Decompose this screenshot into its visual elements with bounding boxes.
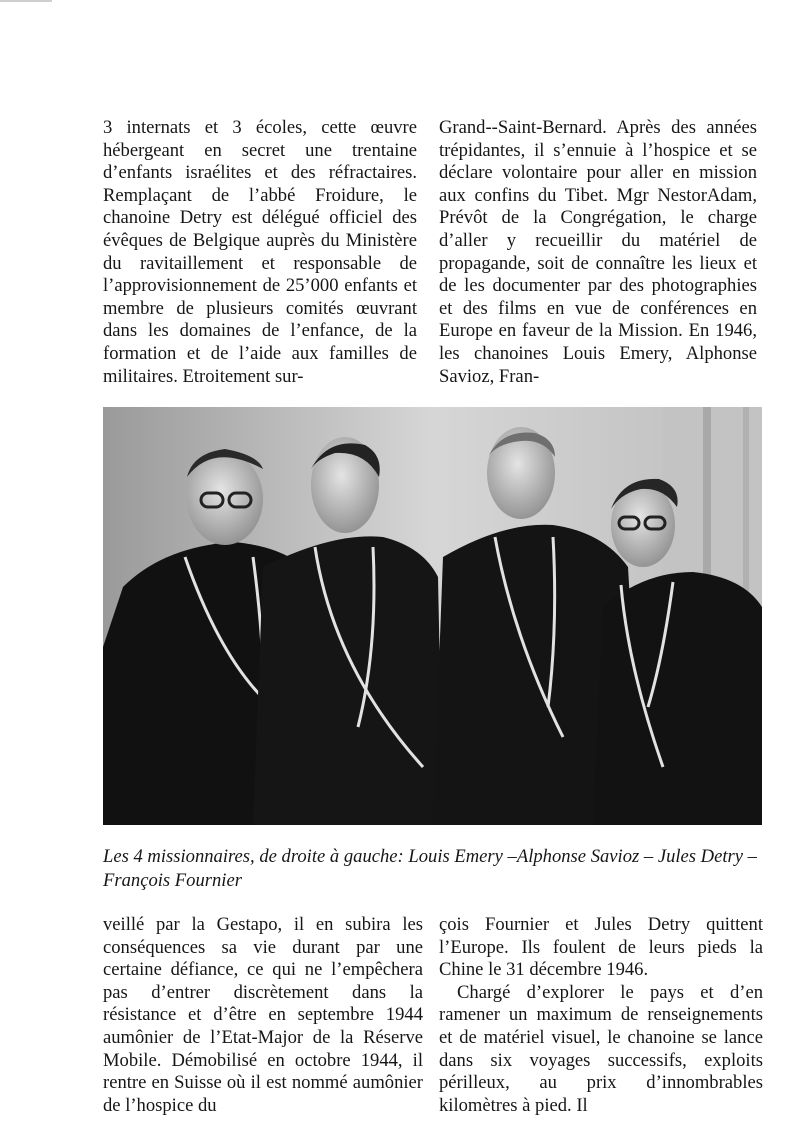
- text-column-bottom-left: [103, 914, 423, 1117]
- paragraph: 3 internats et 3 écoles, cette œuvre hébergeant en secret une trentaine d’enfants israélites et des réfractaires. Remplaçant de l’abbé Froidure, le chanoine Detry est délégué officiel des évêques de Belgique auprès du Ministère du ravitaillement et responsable de l’approvisionnement de 25’000 enfants et membre de plusieurs comités œuvrant dans les domaines de l’enfance, de la formation et de l’aide aux familles de militaires. Etroitement sur-: [103, 117, 417, 387]
- group-photo: [103, 407, 762, 825]
- paragraph: çois Fournier et Jules Detry quittent l’Europe. Ils foulent de leurs pieds la Chine le 31 décembre 1946.: [439, 914, 763, 981]
- paragraph: veillé par la Gestapo, il en subira les conséquences sa vie durant par une certaine défiance, ce qui ne l’empêchera pas d’entrer discrètement dans la résistance et d’être en septembre 1944 aumônier de l’Etat-Major de la Réserve Mobile. Démobilisé en octobre 1944, il rentre en Suisse où il est nommé aumônier de l’hospice du: [103, 914, 423, 1116]
- paragraph: Chargé d’explorer le pays et d’en ramener un maximum de renseignements et de matériel visuel, le chanoine se lance dans six voyages successifs, exploits périlleux, au prix d’innombrables kilomètres à pied. Il: [439, 981, 763, 1116]
- paragraph: Grand--Saint-Bernard. Après des années trépidantes, il s’ennuie à l’hospice et se déclare volontaire pour aller en mission aux confins du Tibet. Mgr NestorAdam, Prévôt de la Congrégation, le charge d’aller y recueillir du matériel de propagande, soit de connaître les lieux et de les documenter par des photographies et des films en vue de conférences en Europe en faveur de la Mission. En 1946, les chanoines Louis Emery, Alphonse Savioz, Fran-: [439, 117, 757, 387]
- text-column-top-right: [439, 117, 757, 388]
- scan-edge-mark: [0, 0, 52, 2]
- text-column-bottom-right: [439, 914, 763, 1117]
- photo-illustration: [103, 407, 762, 825]
- text-column-top-left: [103, 117, 417, 388]
- photo-caption: Les 4 missionnaires, de droite à gauche: Louis Emery –Alphonse Savioz – Jules Detry – François Fournier: [103, 846, 757, 891]
